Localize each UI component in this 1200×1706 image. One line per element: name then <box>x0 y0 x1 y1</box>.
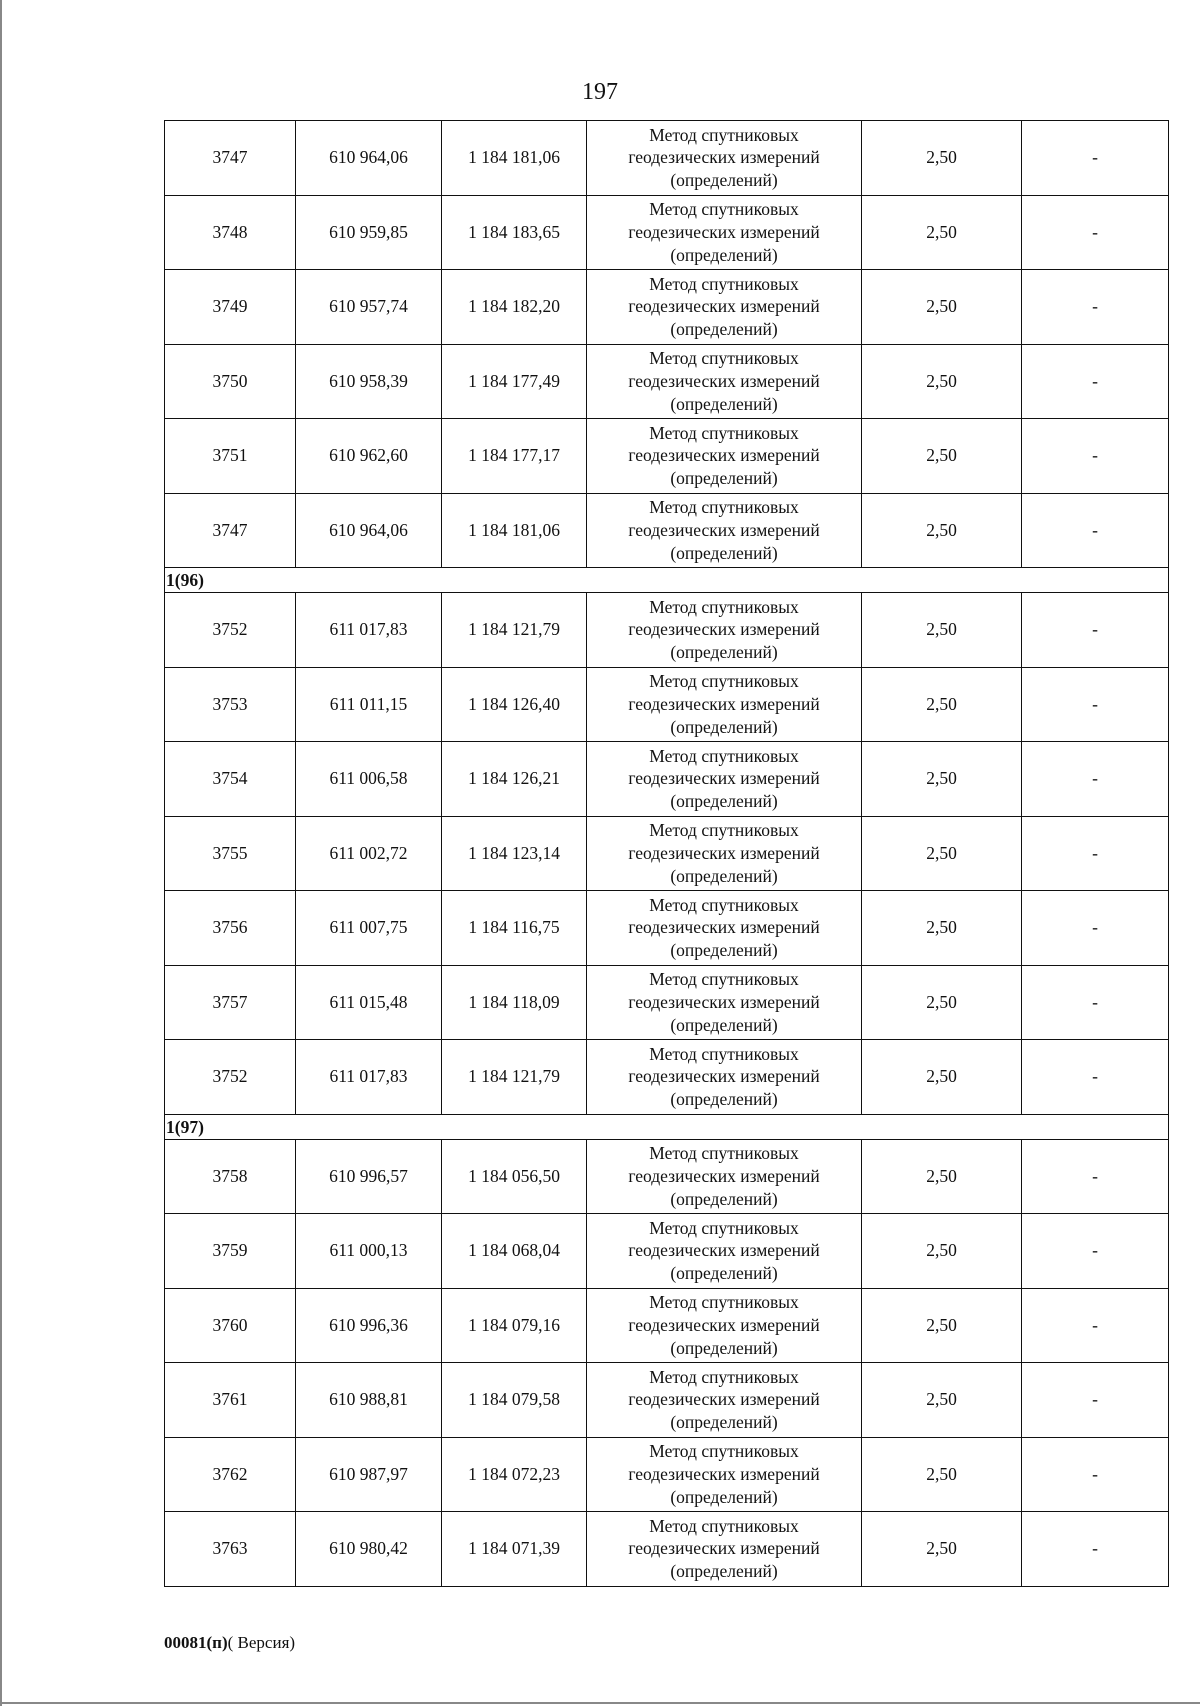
y-coordinate-cell: 1 184 126,40 <box>442 667 587 742</box>
table-row <box>165 344 1169 419</box>
note-cell: - <box>1022 1288 1169 1363</box>
accuracy-cell: 2,50 <box>862 1040 1022 1115</box>
method-cell <box>587 419 862 494</box>
method-text-line: (определений) <box>670 865 778 886</box>
x-coordinate-cell: 610 964,06 <box>296 121 442 196</box>
scan-edge-bottom <box>0 1702 1200 1704</box>
point-number-cell: 3751 <box>165 419 296 494</box>
point-number-cell: 3755 <box>165 816 296 891</box>
table-row <box>165 891 1169 966</box>
method-text-line: Метод спутниковых <box>649 124 799 145</box>
accuracy-cell: 2,50 <box>862 344 1022 419</box>
note-cell: - <box>1022 1363 1169 1438</box>
note-cell: - <box>1022 593 1169 668</box>
accuracy-cell: 2,50 <box>862 891 1022 966</box>
method-text-line: геодезических измерений <box>628 619 820 640</box>
table-row <box>165 593 1169 668</box>
point-number-cell: 3760 <box>165 1288 296 1363</box>
table-row <box>165 1363 1169 1438</box>
method-text-line: Метод спутниковых <box>649 745 799 766</box>
method-cell <box>587 891 862 966</box>
method-text-line: (определений) <box>670 642 778 663</box>
method-text-line: геодезических измерений <box>628 1538 820 1559</box>
note-cell: - <box>1022 667 1169 742</box>
accuracy-cell: 2,50 <box>862 1214 1022 1289</box>
method-text-line: Метод спутниковых <box>649 1143 799 1164</box>
scan-edge-left <box>0 0 2 1706</box>
note-cell: - <box>1022 742 1169 817</box>
x-coordinate-cell: 610 958,39 <box>296 344 442 419</box>
y-coordinate-cell: 1 184 126,21 <box>442 742 587 817</box>
note-cell: - <box>1022 1139 1169 1214</box>
y-coordinate-cell: 1 184 068,04 <box>442 1214 587 1289</box>
method-text-line: (определений) <box>670 393 778 414</box>
group-header-row <box>165 568 1169 593</box>
method-cell <box>587 1214 862 1289</box>
note-cell: - <box>1022 419 1169 494</box>
x-coordinate-cell: 611 006,58 <box>296 742 442 817</box>
x-coordinate-cell: 611 002,72 <box>296 816 442 891</box>
table-row <box>165 419 1169 494</box>
method-text-line: Метод спутниковых <box>649 596 799 617</box>
method-text-line: (определений) <box>670 1561 778 1582</box>
table-row <box>165 1437 1169 1512</box>
table-row <box>165 667 1169 742</box>
method-text-line: (определений) <box>670 1337 778 1358</box>
x-coordinate-cell: 610 996,36 <box>296 1288 442 1363</box>
note-cell: - <box>1022 1214 1169 1289</box>
method-text-line: Метод спутниковых <box>649 1366 799 1387</box>
method-cell <box>587 493 862 568</box>
method-text-line: геодезических измерений <box>628 1240 820 1261</box>
method-text-line: геодезических измерений <box>628 1463 820 1484</box>
method-text-line: Метод спутниковых <box>649 422 799 443</box>
method-cell <box>587 816 862 891</box>
point-number-cell: 3752 <box>165 1040 296 1115</box>
accuracy-cell: 2,50 <box>862 1363 1022 1438</box>
method-text-line: Метод спутниковых <box>649 969 799 990</box>
x-coordinate-cell: 611 011,15 <box>296 667 442 742</box>
point-number-cell: 3759 <box>165 1214 296 1289</box>
accuracy-cell: 2,50 <box>862 965 1022 1040</box>
accuracy-cell: 2,50 <box>862 1437 1022 1512</box>
method-text-line: Метод спутниковых <box>649 1043 799 1064</box>
method-text-line: геодезических измерений <box>628 917 820 938</box>
accuracy-cell: 2,50 <box>862 270 1022 345</box>
y-coordinate-cell: 1 184 181,06 <box>442 493 587 568</box>
table-row <box>165 816 1169 891</box>
method-cell <box>587 1040 862 1115</box>
method-text-line: геодезических измерений <box>628 768 820 789</box>
method-text-line: (определений) <box>670 1412 778 1433</box>
x-coordinate-cell: 611 007,75 <box>296 891 442 966</box>
method-text-line: Метод спутниковых <box>649 820 799 841</box>
table-row <box>165 1040 1169 1115</box>
note-cell: - <box>1022 965 1169 1040</box>
note-cell: - <box>1022 121 1169 196</box>
table-row <box>165 270 1169 345</box>
table-row <box>165 1512 1169 1587</box>
point-number-cell: 3747 <box>165 493 296 568</box>
y-coordinate-cell: 1 184 116,75 <box>442 891 587 966</box>
y-coordinate-cell: 1 184 177,17 <box>442 419 587 494</box>
method-text-line: геодезических измерений <box>628 147 820 168</box>
method-text-line: геодезических измерений <box>628 445 820 466</box>
method-text-line: геодезических измерений <box>628 221 820 242</box>
footer-version: ( Версия) <box>227 1633 296 1652</box>
method-cell <box>587 1437 862 1512</box>
method-text-line: (определений) <box>670 542 778 563</box>
coordinates-table-body <box>165 121 1169 1587</box>
point-number-cell: 3754 <box>165 742 296 817</box>
note-cell: - <box>1022 270 1169 345</box>
method-text-line: Метод спутниковых <box>649 894 799 915</box>
note-cell: - <box>1022 1437 1169 1512</box>
x-coordinate-cell: 611 017,83 <box>296 593 442 668</box>
method-text-line: (определений) <box>670 1089 778 1110</box>
x-coordinate-cell: 610 980,42 <box>296 1512 442 1587</box>
table-row <box>165 1214 1169 1289</box>
method-cell <box>587 965 862 1040</box>
method-cell <box>587 1288 862 1363</box>
table-row <box>165 742 1169 817</box>
method-text-line: геодезических измерений <box>628 296 820 317</box>
x-coordinate-cell: 611 000,13 <box>296 1214 442 1289</box>
method-cell <box>587 593 862 668</box>
method-text-line: (определений) <box>670 1188 778 1209</box>
y-coordinate-cell: 1 184 056,50 <box>442 1139 587 1214</box>
method-cell <box>587 344 862 419</box>
table-row <box>165 195 1169 270</box>
group-header-row <box>165 1114 1169 1139</box>
method-text-line: (определений) <box>670 716 778 737</box>
accuracy-cell: 2,50 <box>862 195 1022 270</box>
accuracy-cell: 2,50 <box>862 1139 1022 1214</box>
method-text-line: геодезических измерений <box>628 370 820 391</box>
method-text-line: геодезических измерений <box>628 842 820 863</box>
x-coordinate-cell: 610 959,85 <box>296 195 442 270</box>
document-footer <box>164 1633 295 1653</box>
point-number-cell: 3753 <box>165 667 296 742</box>
y-coordinate-cell: 1 184 071,39 <box>442 1512 587 1587</box>
x-coordinate-cell: 611 017,83 <box>296 1040 442 1115</box>
method-cell <box>587 195 862 270</box>
y-coordinate-cell: 1 184 123,14 <box>442 816 587 891</box>
y-coordinate-cell: 1 184 121,79 <box>442 593 587 668</box>
y-coordinate-cell: 1 184 183,65 <box>442 195 587 270</box>
method-text-line: Метод спутниковых <box>649 348 799 369</box>
y-coordinate-cell: 1 184 181,06 <box>442 121 587 196</box>
y-coordinate-cell: 1 184 182,20 <box>442 270 587 345</box>
method-text-line: геодезических измерений <box>628 519 820 540</box>
y-coordinate-cell: 1 184 121,79 <box>442 1040 587 1115</box>
method-cell <box>587 1363 862 1438</box>
note-cell: - <box>1022 891 1169 966</box>
method-text-line: Метод спутниковых <box>649 199 799 220</box>
point-number-cell: 3756 <box>165 891 296 966</box>
y-coordinate-cell: 1 184 079,16 <box>442 1288 587 1363</box>
method-text-line: Метод спутниковых <box>649 497 799 518</box>
note-cell: - <box>1022 816 1169 891</box>
point-number-cell: 3748 <box>165 195 296 270</box>
point-number-cell: 3762 <box>165 1437 296 1512</box>
x-coordinate-cell: 610 987,97 <box>296 1437 442 1512</box>
method-cell <box>587 270 862 345</box>
method-text-line: (определений) <box>670 170 778 191</box>
method-text-line: (определений) <box>670 319 778 340</box>
accuracy-cell: 2,50 <box>862 1512 1022 1587</box>
method-text-line: (определений) <box>670 1263 778 1284</box>
point-number-cell: 3761 <box>165 1363 296 1438</box>
method-text-line: (определений) <box>670 1486 778 1507</box>
accuracy-cell: 2,50 <box>862 493 1022 568</box>
y-coordinate-cell: 1 184 118,09 <box>442 965 587 1040</box>
method-text-line: Метод спутниковых <box>649 671 799 692</box>
x-coordinate-cell: 611 015,48 <box>296 965 442 1040</box>
method-cell <box>587 1512 862 1587</box>
table-row <box>165 493 1169 568</box>
x-coordinate-cell: 610 964,06 <box>296 493 442 568</box>
y-coordinate-cell: 1 184 079,58 <box>442 1363 587 1438</box>
accuracy-cell: 2,50 <box>862 1288 1022 1363</box>
method-text-line: геодезических измерений <box>628 1066 820 1087</box>
page-number: 197 <box>582 79 618 105</box>
x-coordinate-cell: 610 957,74 <box>296 270 442 345</box>
method-text-line: (определений) <box>670 791 778 812</box>
note-cell: - <box>1022 493 1169 568</box>
point-number-cell: 3747 <box>165 121 296 196</box>
group-label: 1(96) <box>165 568 1169 593</box>
method-text-line: (определений) <box>670 468 778 489</box>
method-text-line: Метод спутниковых <box>649 1441 799 1462</box>
note-cell: - <box>1022 1512 1169 1587</box>
x-coordinate-cell: 610 962,60 <box>296 419 442 494</box>
method-text-line: Метод спутниковых <box>649 1515 799 1536</box>
note-cell: - <box>1022 195 1169 270</box>
accuracy-cell: 2,50 <box>862 121 1022 196</box>
accuracy-cell: 2,50 <box>862 667 1022 742</box>
y-coordinate-cell: 1 184 072,23 <box>442 1437 587 1512</box>
method-text-line: (определений) <box>670 244 778 265</box>
method-text-line: геодезических измерений <box>628 1165 820 1186</box>
method-text-line: Метод спутниковых <box>649 1217 799 1238</box>
table-row <box>165 1288 1169 1363</box>
x-coordinate-cell: 610 996,57 <box>296 1139 442 1214</box>
point-number-cell: 3757 <box>165 965 296 1040</box>
method-text-line: (определений) <box>670 1014 778 1035</box>
method-cell <box>587 742 862 817</box>
method-cell <box>587 667 862 742</box>
method-text-line: (определений) <box>670 940 778 961</box>
table-row <box>165 121 1169 196</box>
method-text-line: геодезических измерений <box>628 693 820 714</box>
point-number-cell: 3752 <box>165 593 296 668</box>
table-row <box>165 1139 1169 1214</box>
group-label: 1(97) <box>165 1114 1169 1139</box>
method-text-line: геодезических измерений <box>628 991 820 1012</box>
point-number-cell: 3763 <box>165 1512 296 1587</box>
point-number-cell: 3750 <box>165 344 296 419</box>
accuracy-cell: 2,50 <box>862 742 1022 817</box>
method-cell <box>587 1139 862 1214</box>
footer-code: 00081(п) <box>164 1633 228 1652</box>
note-cell: - <box>1022 1040 1169 1115</box>
point-number-cell: 3749 <box>165 270 296 345</box>
method-cell <box>587 121 862 196</box>
accuracy-cell: 2,50 <box>862 419 1022 494</box>
method-text-line: геодезических измерений <box>628 1389 820 1410</box>
accuracy-cell: 2,50 <box>862 816 1022 891</box>
y-coordinate-cell: 1 184 177,49 <box>442 344 587 419</box>
table-row <box>165 965 1169 1040</box>
x-coordinate-cell: 610 988,81 <box>296 1363 442 1438</box>
method-text-line: Метод спутниковых <box>649 273 799 294</box>
note-cell: - <box>1022 344 1169 419</box>
method-text-line: Метод спутниковых <box>649 1292 799 1313</box>
coordinates-table <box>164 120 1169 1587</box>
method-text-line: геодезических измерений <box>628 1314 820 1335</box>
point-number-cell: 3758 <box>165 1139 296 1214</box>
accuracy-cell: 2,50 <box>862 593 1022 668</box>
